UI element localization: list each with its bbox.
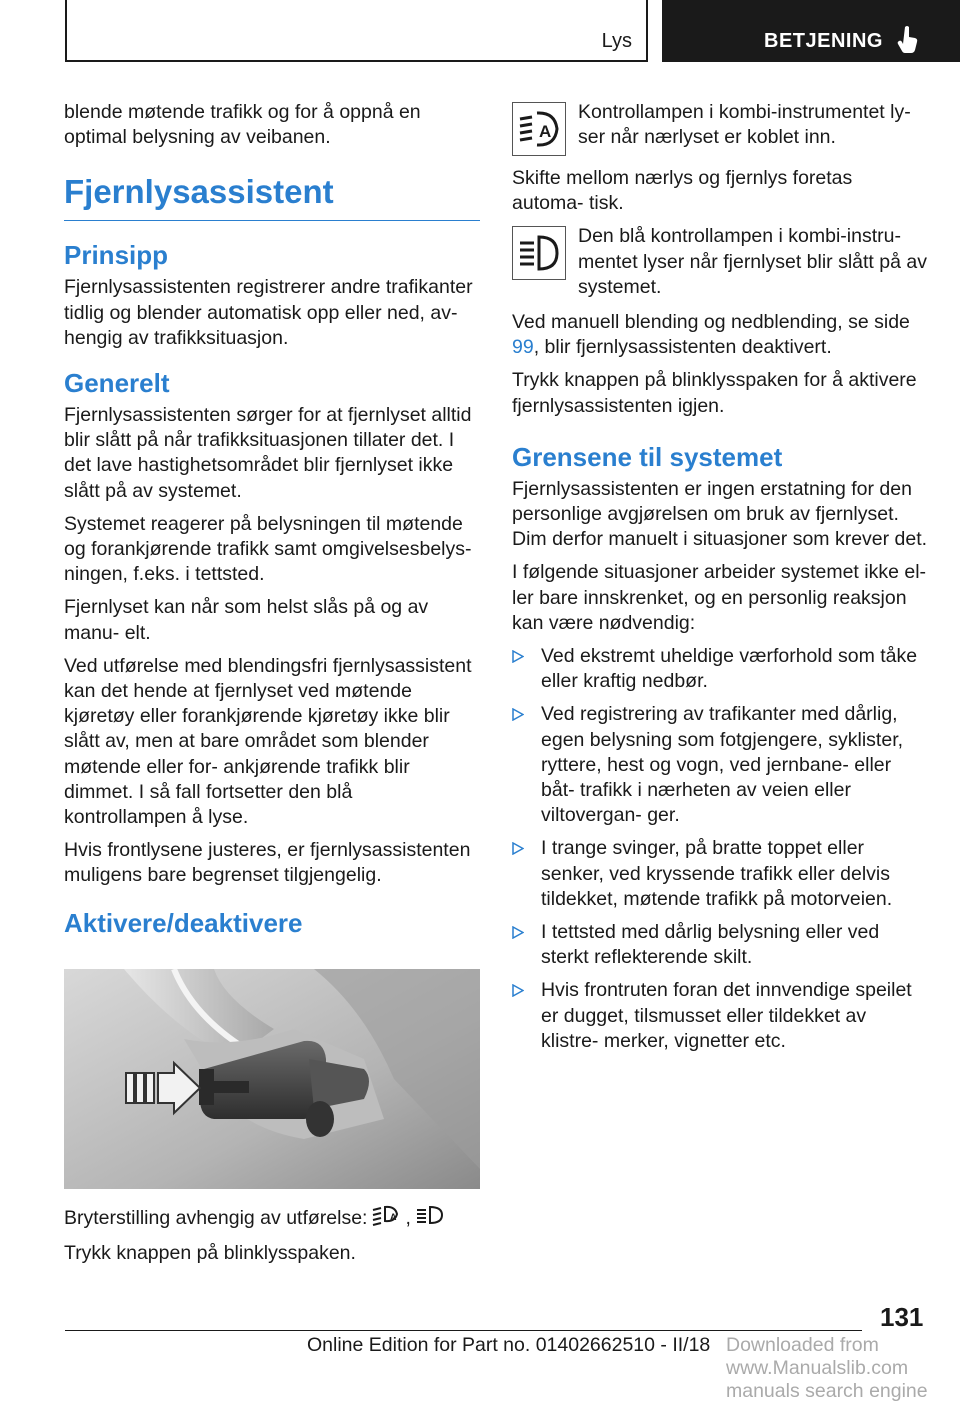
auto-switch-paragraph: Skifte mellom nærlys og fjernlys foretas automa- tisk. (512, 167, 853, 215)
manual-text-post: , blir fjernlysassistenten deaktivert. (533, 336, 832, 359)
general-paragraph: Hvis frontlysene justeres, er fjernlysassistenten muligens bare begrenset tilgjengelig. (64, 839, 471, 887)
principle-paragraph: Fjernlysassistenten registrerer andre trafikanter tidlig og blender automatisk opp eller ned, av- hengig av trafikksituasjon. (64, 276, 473, 349)
list-item-text: I trange svinger, på bratte toppet eller senker, ved kryssende trafikk eller delvis tildekket, møtende trafikk på motorveien. (541, 837, 893, 910)
page-title: Fjernlysassistent (64, 172, 480, 221)
lamp2-paragraph (512, 224, 928, 300)
heading-principle: Prinsipp (64, 240, 169, 271)
general-paragraph: Fjernlysassistenten sørger for at fjernlyset alltid blir slått på når trafikksituasjonen tillater det. I det lave hastighetsområdet blir fjernlyset ikke slått på av systemet. (64, 404, 472, 502)
switch-label: Bryterstilling avhengig av utførelse: (64, 1206, 368, 1229)
list-item (512, 920, 928, 970)
reactivate-paragraph: Trykk knappen på blinklysspaken for å aktivere fjernlysassistenten igjen. (512, 369, 917, 417)
lamp1-paragraph (512, 100, 928, 156)
right-column (512, 100, 928, 1062)
general-paragraph: Fjernlyset kan når som helst slås på og av manu- elt. (64, 596, 429, 644)
general-paragraph: Systemet reagerer på belysningen til møtende og forankjørende trafikk samt omgivelsesbelys- ningen, f.eks. i tettsted. (64, 512, 472, 586)
lamp2-text: Den blå kontrollampen i kombi-instru- mentet lyser når fjernlyset blir slått på av systemet. (578, 225, 927, 298)
press-button-paragraph: Trykk knappen på blinklysspaken. (64, 1241, 356, 1264)
limits-list (512, 644, 928, 1054)
switch-position-line (64, 1204, 480, 1233)
situations-paragraph: I følgende situasjoner arbeider systemet ikke el- ler bare innskrenket, og en personlig reaksjon kan være nødvendig: (512, 561, 927, 634)
heading-limits: Grensene til systemet (512, 441, 783, 472)
svg-text:A: A (539, 122, 552, 141)
heading-activate: Aktivere/deaktivere (64, 907, 303, 938)
pointing-hand-icon (896, 24, 920, 59)
auto-headlight-indicator-icon (512, 102, 566, 156)
triangle-right-icon (512, 984, 524, 997)
list-item (512, 702, 928, 828)
triangle-right-icon (512, 842, 524, 855)
svg-text:A: A (390, 1211, 397, 1222)
manual-text-pre: Ved manuell blending og nedblending, se side (512, 311, 910, 334)
page-number: 131 (880, 1302, 924, 1332)
list-item (512, 644, 928, 694)
list-item (512, 836, 928, 912)
high-beam-indicator-icon (512, 226, 566, 280)
switch-separator: , (405, 1206, 411, 1229)
list-item-text: Ved ekstremt uheldige værforhold som tåke eller kraftig nedbør. (541, 645, 918, 693)
footer-divider (65, 1330, 862, 1331)
header-chapter-box (65, 0, 648, 62)
intro-paragraph: blende møtende trafikk og for å oppnå en optimal belysning av veibanen. (64, 101, 421, 149)
list-item (512, 978, 928, 1054)
triangle-right-icon (512, 650, 524, 663)
limits-paragraph: Fjernlysassistenten er ingen erstatning for den personlige avgjørelsen om bruk av fjernlyset. Dim derfor manuelt i situasjoner som krever det. (512, 477, 928, 551)
list-item-text: Hvis frontruten foran det innvendige speilet er dugget, tilsmusset eller tildekket av klistre- merker, vignetter etc. (541, 979, 912, 1052)
lamp1-text: Kontrollampen i kombi-instrumentet ly- ser når nærlyset er koblet inn. (578, 101, 911, 149)
auto-headlight-icon (371, 1204, 401, 1233)
high-beam-icon (415, 1204, 445, 1233)
triangle-right-icon (512, 926, 524, 939)
list-item-text: I tettsted med dårlig belysning eller ved sterkt reflekterende skilt. (541, 921, 880, 969)
general-paragraph: Ved utførelse med blendingsfri fjernlysassistent kan det hende at fjernlyset ved møtende kjøretøy eller forankjørende kjøretøy ikke blir slått av, men at bare området som blender møtende eller for- ankjørende trafikk blir dimmet. I så fall fortsetter den blå kontrollampen å lyse. (64, 654, 472, 829)
header-section-title: BETJENING (764, 30, 883, 52)
header-section-box (662, 0, 960, 62)
header-chapter-title: Lys (601, 30, 632, 52)
footer-edition: Online Edition for Part no. 01402662510 - II/18 (307, 1334, 711, 1356)
manual-dimming-paragraph (512, 310, 928, 360)
list-item-text: Ved registrering av trafikanter med dårlig, egen belysning som fotgjengere, syklister, ryttere, hest og vogn, ved jernbane- eller båt- trafikk i nærheten av veien eller viltovergan- ger. (541, 703, 904, 827)
left-column (64, 100, 480, 1274)
page-reference-link[interactable]: 99 (512, 336, 534, 359)
heading-general: Generelt (64, 368, 170, 399)
triangle-right-icon (512, 708, 524, 721)
turn-signal-lever-photo (64, 969, 480, 1189)
footer-watermark: Downloaded from www.Manualslib.com manuals search engine (726, 1334, 928, 1402)
